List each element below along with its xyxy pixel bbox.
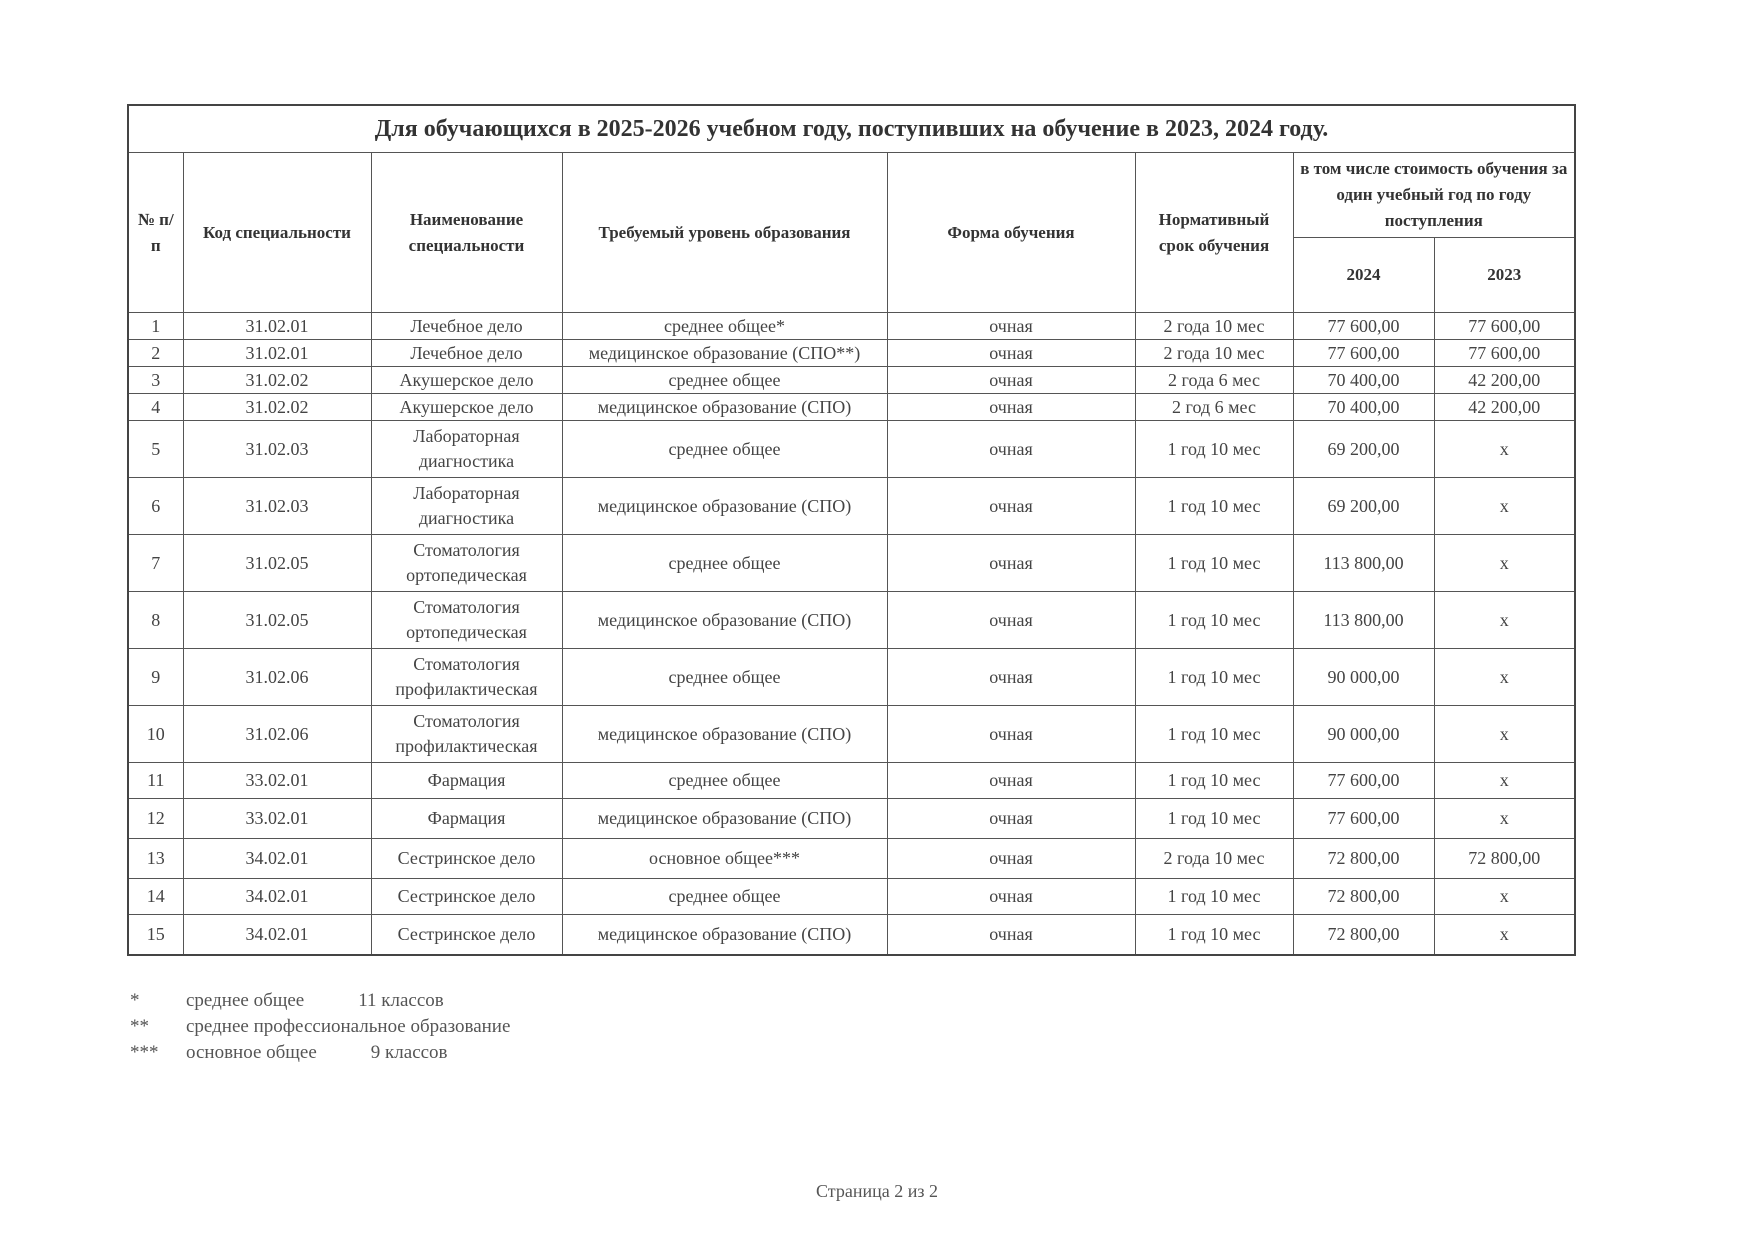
row-number-cell: 2 <box>128 340 183 367</box>
study-form-cell: очная <box>887 421 1135 478</box>
footnote-mark: ** <box>130 1016 149 1037</box>
row-number-cell: 13 <box>128 839 183 879</box>
education-level-cell: среднее общее <box>562 649 887 706</box>
study-duration-cell: 2 года 10 мес <box>1135 340 1293 367</box>
study-duration-cell: 1 год 10 мес <box>1135 799 1293 839</box>
study-duration-cell: 1 год 10 мес <box>1135 649 1293 706</box>
education-level-cell: среднее общее* <box>562 313 887 340</box>
footnote-text: основное общее <box>186 1042 317 1063</box>
footnote-mark: * <box>130 990 140 1011</box>
footnote-text: среднее профессиональное образование <box>186 1016 511 1037</box>
specialty-code-cell: 31.02.06 <box>183 706 371 763</box>
specialty-name-cell: Стоматология профилактическая <box>371 649 562 706</box>
specialty-name-cell: Стоматология профилактическая <box>371 706 562 763</box>
specialty-code-cell: 31.02.06 <box>183 649 371 706</box>
row-number-cell: 1 <box>128 313 183 340</box>
cost-2023-cell: х <box>1434 915 1575 955</box>
specialty-name-cell: Сестринское дело <box>371 879 562 915</box>
specialty-code-cell: 31.02.05 <box>183 535 371 592</box>
table-row <box>128 394 1575 421</box>
table-row <box>128 879 1575 915</box>
education-level-cell: среднее общее <box>562 763 887 799</box>
cost-2023-cell: х <box>1434 592 1575 649</box>
cost-2024-cell: 77 600,00 <box>1293 313 1434 340</box>
row-number-cell: 14 <box>128 879 183 915</box>
specialty-code-cell: 31.02.03 <box>183 478 371 535</box>
cost-2024-cell: 69 200,00 <box>1293 421 1434 478</box>
specialty-code-cell: 31.02.03 <box>183 421 371 478</box>
specialty-code-cell: 34.02.01 <box>183 879 371 915</box>
study-form-cell: очная <box>887 340 1135 367</box>
table-row <box>128 592 1575 649</box>
study-form-cell: очная <box>887 915 1135 955</box>
education-level-cell: основное общее*** <box>562 839 887 879</box>
table-row <box>128 478 1575 535</box>
table-row <box>128 367 1575 394</box>
specialty-code-cell: 31.02.05 <box>183 592 371 649</box>
specialty-code-cell: 34.02.01 <box>183 839 371 879</box>
education-level-cell: среднее общее <box>562 421 887 478</box>
study-duration-cell: 2 года 6 мес <box>1135 367 1293 394</box>
table-row <box>128 839 1575 879</box>
study-duration-cell: 2 год 6 мес <box>1135 394 1293 421</box>
table-row <box>128 421 1575 478</box>
header-num: № п/п <box>128 153 183 313</box>
specialty-code-cell: 34.02.01 <box>183 915 371 955</box>
study-duration-cell: 1 год 10 мес <box>1135 592 1293 649</box>
table-row <box>128 799 1575 839</box>
row-number-cell: 3 <box>128 367 183 394</box>
specialty-code-cell: 31.02.02 <box>183 367 371 394</box>
study-duration-cell: 2 года 10 мес <box>1135 313 1293 340</box>
table-row <box>128 706 1575 763</box>
education-level-cell: медицинское образование (СПО) <box>562 915 887 955</box>
study-form-cell: очная <box>887 799 1135 839</box>
study-form-cell: очная <box>887 535 1135 592</box>
study-duration-cell: 1 год 10 мес <box>1135 535 1293 592</box>
table-row <box>128 915 1575 955</box>
table-body <box>128 313 1575 955</box>
cost-2024-cell: 90 000,00 <box>1293 706 1434 763</box>
study-form-cell: очная <box>887 367 1135 394</box>
specialty-code-cell: 31.02.02 <box>183 394 371 421</box>
study-duration-cell: 2 года 10 мес <box>1135 839 1293 879</box>
study-form-cell: очная <box>887 592 1135 649</box>
cost-2024-cell: 70 400,00 <box>1293 367 1434 394</box>
study-form-cell: очная <box>887 478 1135 535</box>
education-level-cell: медицинское образование (СПО) <box>562 478 887 535</box>
header-code: Код специальности <box>183 153 371 313</box>
table-row <box>128 649 1575 706</box>
table-row <box>128 340 1575 367</box>
study-form-cell: очная <box>887 879 1135 915</box>
specialty-name-cell: Акушерское дело <box>371 394 562 421</box>
cost-2024-cell: 72 800,00 <box>1293 839 1434 879</box>
study-form-cell: очная <box>887 313 1135 340</box>
cost-2023-cell: х <box>1434 799 1575 839</box>
education-level-cell: среднее общее <box>562 879 887 915</box>
page-number: Страница 2 из 2 <box>816 1181 938 1201</box>
footnote-text: среднее общее <box>186 990 305 1011</box>
cost-2024-cell: 72 800,00 <box>1293 879 1434 915</box>
row-number-cell: 15 <box>128 915 183 955</box>
study-form-cell: очная <box>887 394 1135 421</box>
specialty-name-cell: Стоматология ортопедическая <box>371 535 562 592</box>
row-number-cell: 11 <box>128 763 183 799</box>
specialty-name-cell: Лабораторная диагностика <box>371 478 562 535</box>
footnote <box>130 1014 510 1040</box>
row-number-cell: 5 <box>128 421 183 478</box>
cost-2023-cell: х <box>1434 478 1575 535</box>
cost-2023-cell: 42 200,00 <box>1434 367 1575 394</box>
row-number-cell: 4 <box>128 394 183 421</box>
row-number-cell: 7 <box>128 535 183 592</box>
header-form: Форма обучения <box>887 153 1135 313</box>
header-year-2023: 2023 <box>1434 238 1575 313</box>
cost-2023-cell: х <box>1434 421 1575 478</box>
cost-2023-cell: х <box>1434 535 1575 592</box>
cost-2023-cell: х <box>1434 706 1575 763</box>
cost-2023-cell: 72 800,00 <box>1434 839 1575 879</box>
specialty-name-cell: Фармация <box>371 763 562 799</box>
specialty-name-cell: Акушерское дело <box>371 367 562 394</box>
table-row <box>128 535 1575 592</box>
specialty-code-cell: 31.02.01 <box>183 313 371 340</box>
footnote-extra: 11 классов <box>358 990 444 1011</box>
cost-2023-cell: 42 200,00 <box>1434 394 1575 421</box>
education-level-cell: медицинское образование (СПО**) <box>562 340 887 367</box>
cost-2024-cell: 90 000,00 <box>1293 649 1434 706</box>
footnote <box>130 1040 510 1066</box>
header-duration: Нормативный срок обучения <box>1135 153 1293 313</box>
cost-2024-cell: 72 800,00 <box>1293 915 1434 955</box>
footnote-mark: *** <box>130 1042 159 1063</box>
footnote <box>130 988 510 1014</box>
study-form-cell: очная <box>887 706 1135 763</box>
header-name: Наименование специальности <box>371 153 562 313</box>
footnote-extra: 9 классов <box>370 1042 448 1063</box>
study-duration-cell: 1 год 10 мес <box>1135 706 1293 763</box>
table-title: Для обучающихся в 2025-2026 учебном году, поступивших на обучение в 2023, 2024 году. <box>128 105 1575 153</box>
table-row <box>128 313 1575 340</box>
row-number-cell: 12 <box>128 799 183 839</box>
footnotes <box>130 988 510 1066</box>
cost-2024-cell: 113 800,00 <box>1293 535 1434 592</box>
cost-2024-cell: 69 200,00 <box>1293 478 1434 535</box>
study-duration-cell: 1 год 10 мес <box>1135 915 1293 955</box>
specialty-code-cell: 33.02.01 <box>183 799 371 839</box>
specialty-code-cell: 33.02.01 <box>183 763 371 799</box>
row-number-cell: 9 <box>128 649 183 706</box>
cost-2023-cell: 77 600,00 <box>1434 313 1575 340</box>
study-duration-cell: 1 год 10 мес <box>1135 879 1293 915</box>
specialty-name-cell: Сестринское дело <box>371 915 562 955</box>
specialty-code-cell: 31.02.01 <box>183 340 371 367</box>
row-number-cell: 10 <box>128 706 183 763</box>
cost-2023-cell: х <box>1434 649 1575 706</box>
cost-2023-cell: 77 600,00 <box>1434 340 1575 367</box>
specialty-name-cell: Фармация <box>371 799 562 839</box>
cost-2024-cell: 77 600,00 <box>1293 799 1434 839</box>
education-level-cell: медицинское образование (СПО) <box>562 706 887 763</box>
table-row <box>128 763 1575 799</box>
study-duration-cell: 1 год 10 мес <box>1135 763 1293 799</box>
header-year-2024: 2024 <box>1293 238 1434 313</box>
cost-2024-cell: 113 800,00 <box>1293 592 1434 649</box>
header-cost: в том числе стоимость обучения за один учебный год по году поступления <box>1293 153 1575 238</box>
cost-2023-cell: х <box>1434 879 1575 915</box>
education-level-cell: медицинское образование (СПО) <box>562 394 887 421</box>
specialty-name-cell: Лечебное дело <box>371 313 562 340</box>
study-form-cell: очная <box>887 839 1135 879</box>
specialty-name-cell: Сестринское дело <box>371 839 562 879</box>
education-level-cell: среднее общее <box>562 367 887 394</box>
education-level-cell: среднее общее <box>562 535 887 592</box>
cost-2024-cell: 77 600,00 <box>1293 340 1434 367</box>
tuition-table <box>127 104 1576 956</box>
study-duration-cell: 1 год 10 мес <box>1135 478 1293 535</box>
row-number-cell: 6 <box>128 478 183 535</box>
education-level-cell: медицинское образование (СПО) <box>562 592 887 649</box>
study-form-cell: очная <box>887 649 1135 706</box>
specialty-name-cell: Лабораторная диагностика <box>371 421 562 478</box>
education-level-cell: медицинское образование (СПО) <box>562 799 887 839</box>
specialty-name-cell: Стоматология ортопедическая <box>371 592 562 649</box>
cost-2024-cell: 70 400,00 <box>1293 394 1434 421</box>
header-level: Требуемый уровень образования <box>562 153 887 313</box>
specialty-name-cell: Лечебное дело <box>371 340 562 367</box>
cost-2024-cell: 77 600,00 <box>1293 763 1434 799</box>
study-duration-cell: 1 год 10 мес <box>1135 421 1293 478</box>
cost-2023-cell: х <box>1434 763 1575 799</box>
row-number-cell: 8 <box>128 592 183 649</box>
study-form-cell: очная <box>887 763 1135 799</box>
